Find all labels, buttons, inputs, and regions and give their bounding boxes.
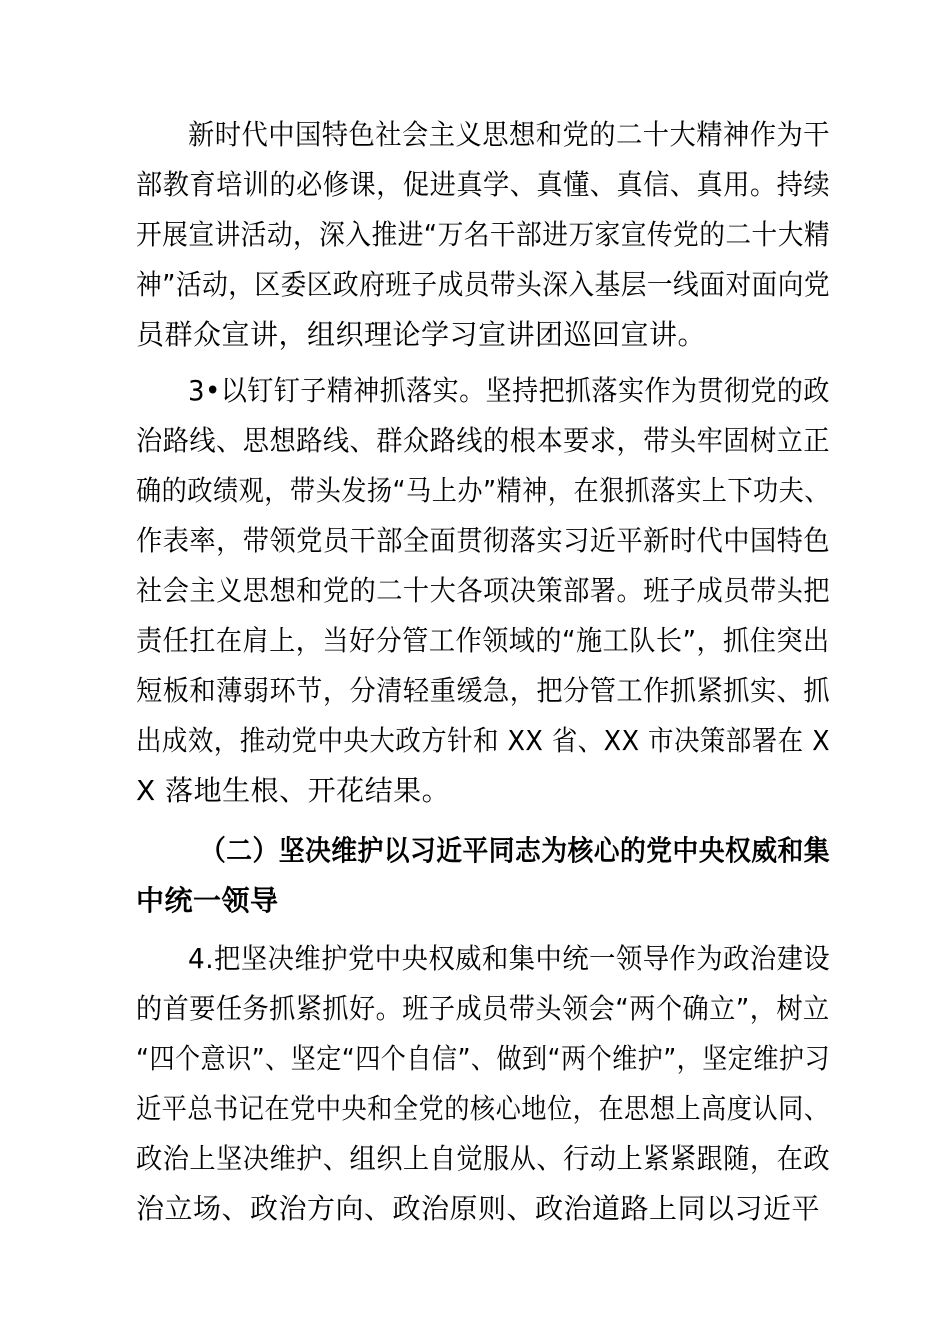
paragraph-1-line-1: 新时代中国特色社会主义思想和党的二十大精神作为干 — [188, 118, 831, 151]
paragraph-2-line-5: 社会主义思想和党的二十大各项决策部署。班子成员带头把 — [136, 574, 831, 607]
paragraph-2-line-3: 确的政绩观，带头发扬“马上办”精神，在狠抓落实上下功夫、 — [136, 474, 830, 507]
section-heading-line-2: 中统一领导 — [136, 884, 279, 917]
paragraph-1-line-5: 员群众宣讲，组织理论学习宣讲团巡回宣讲。 — [136, 318, 707, 351]
paragraph-1-line-4: 神”活动，区委区政府班子成员带头深入基层一线面对面向党 — [136, 268, 831, 301]
paragraph-2-line-1: 3•以钉钉子精神抓落实。坚持把抓落实作为贯彻党的政 — [188, 374, 830, 407]
paragraph-2-line-2: 治路线、思想路线、群众路线的根本要求，带头牢固树立正 — [136, 424, 831, 457]
paragraph-4-line-2: 的首要任务抓紧抓好。班子成员带头领会“两个确立”，树立 — [136, 992, 830, 1025]
paragraph-2-line-9: X 落地生根、开花结果。 — [136, 774, 451, 807]
paragraph-2-line-8: 出成效，推动党中央大政方针和 XX 省、XX 市决策部署在 X — [136, 724, 831, 757]
paragraph-1-line-3: 开展宣讲活动，深入推进“万名干部进万家宣传党的二十大精 — [136, 218, 831, 251]
paragraph-4-line-3: “四个意识”、坚定“四个自信”、做到“两个维护”，坚定维护习 — [136, 1042, 831, 1075]
paragraph-2-line-7: 短板和薄弱环节，分清轻重缓急，把分管工作抓紧抓实、抓 — [136, 674, 831, 707]
section-heading-line-1: （二）坚决维护以习近平同志为核心的党中央权威和集 — [200, 834, 831, 867]
paragraph-4-line-6: 治立场、政治方向、政治原则、政治道路上同以习近平 — [136, 1192, 821, 1225]
paragraph-1-line-2: 部教育培训的必修课，促进真学、真懂、真信、真用。持续 — [136, 168, 831, 201]
paragraph-4-line-4: 近平总书记在党中央和全党的核心地位，在思想上高度认同、 — [136, 1092, 830, 1125]
paragraph-2-line-6: 责任扛在肩上，当好分管工作领域的“施工队长”，抓住突出 — [136, 624, 830, 657]
paragraph-2-line-4: 作表率，带领党员干部全面贯彻落实习近平新时代中国特色 — [136, 524, 831, 557]
paragraph-4-line-1: 4.把坚决维护党中央权威和集中统一领导作为政治建设 — [188, 942, 831, 975]
paragraph-4-line-5: 政治上坚决维护、组织上自觉服从、行动上紧紧跟随，在政 — [136, 1142, 831, 1175]
